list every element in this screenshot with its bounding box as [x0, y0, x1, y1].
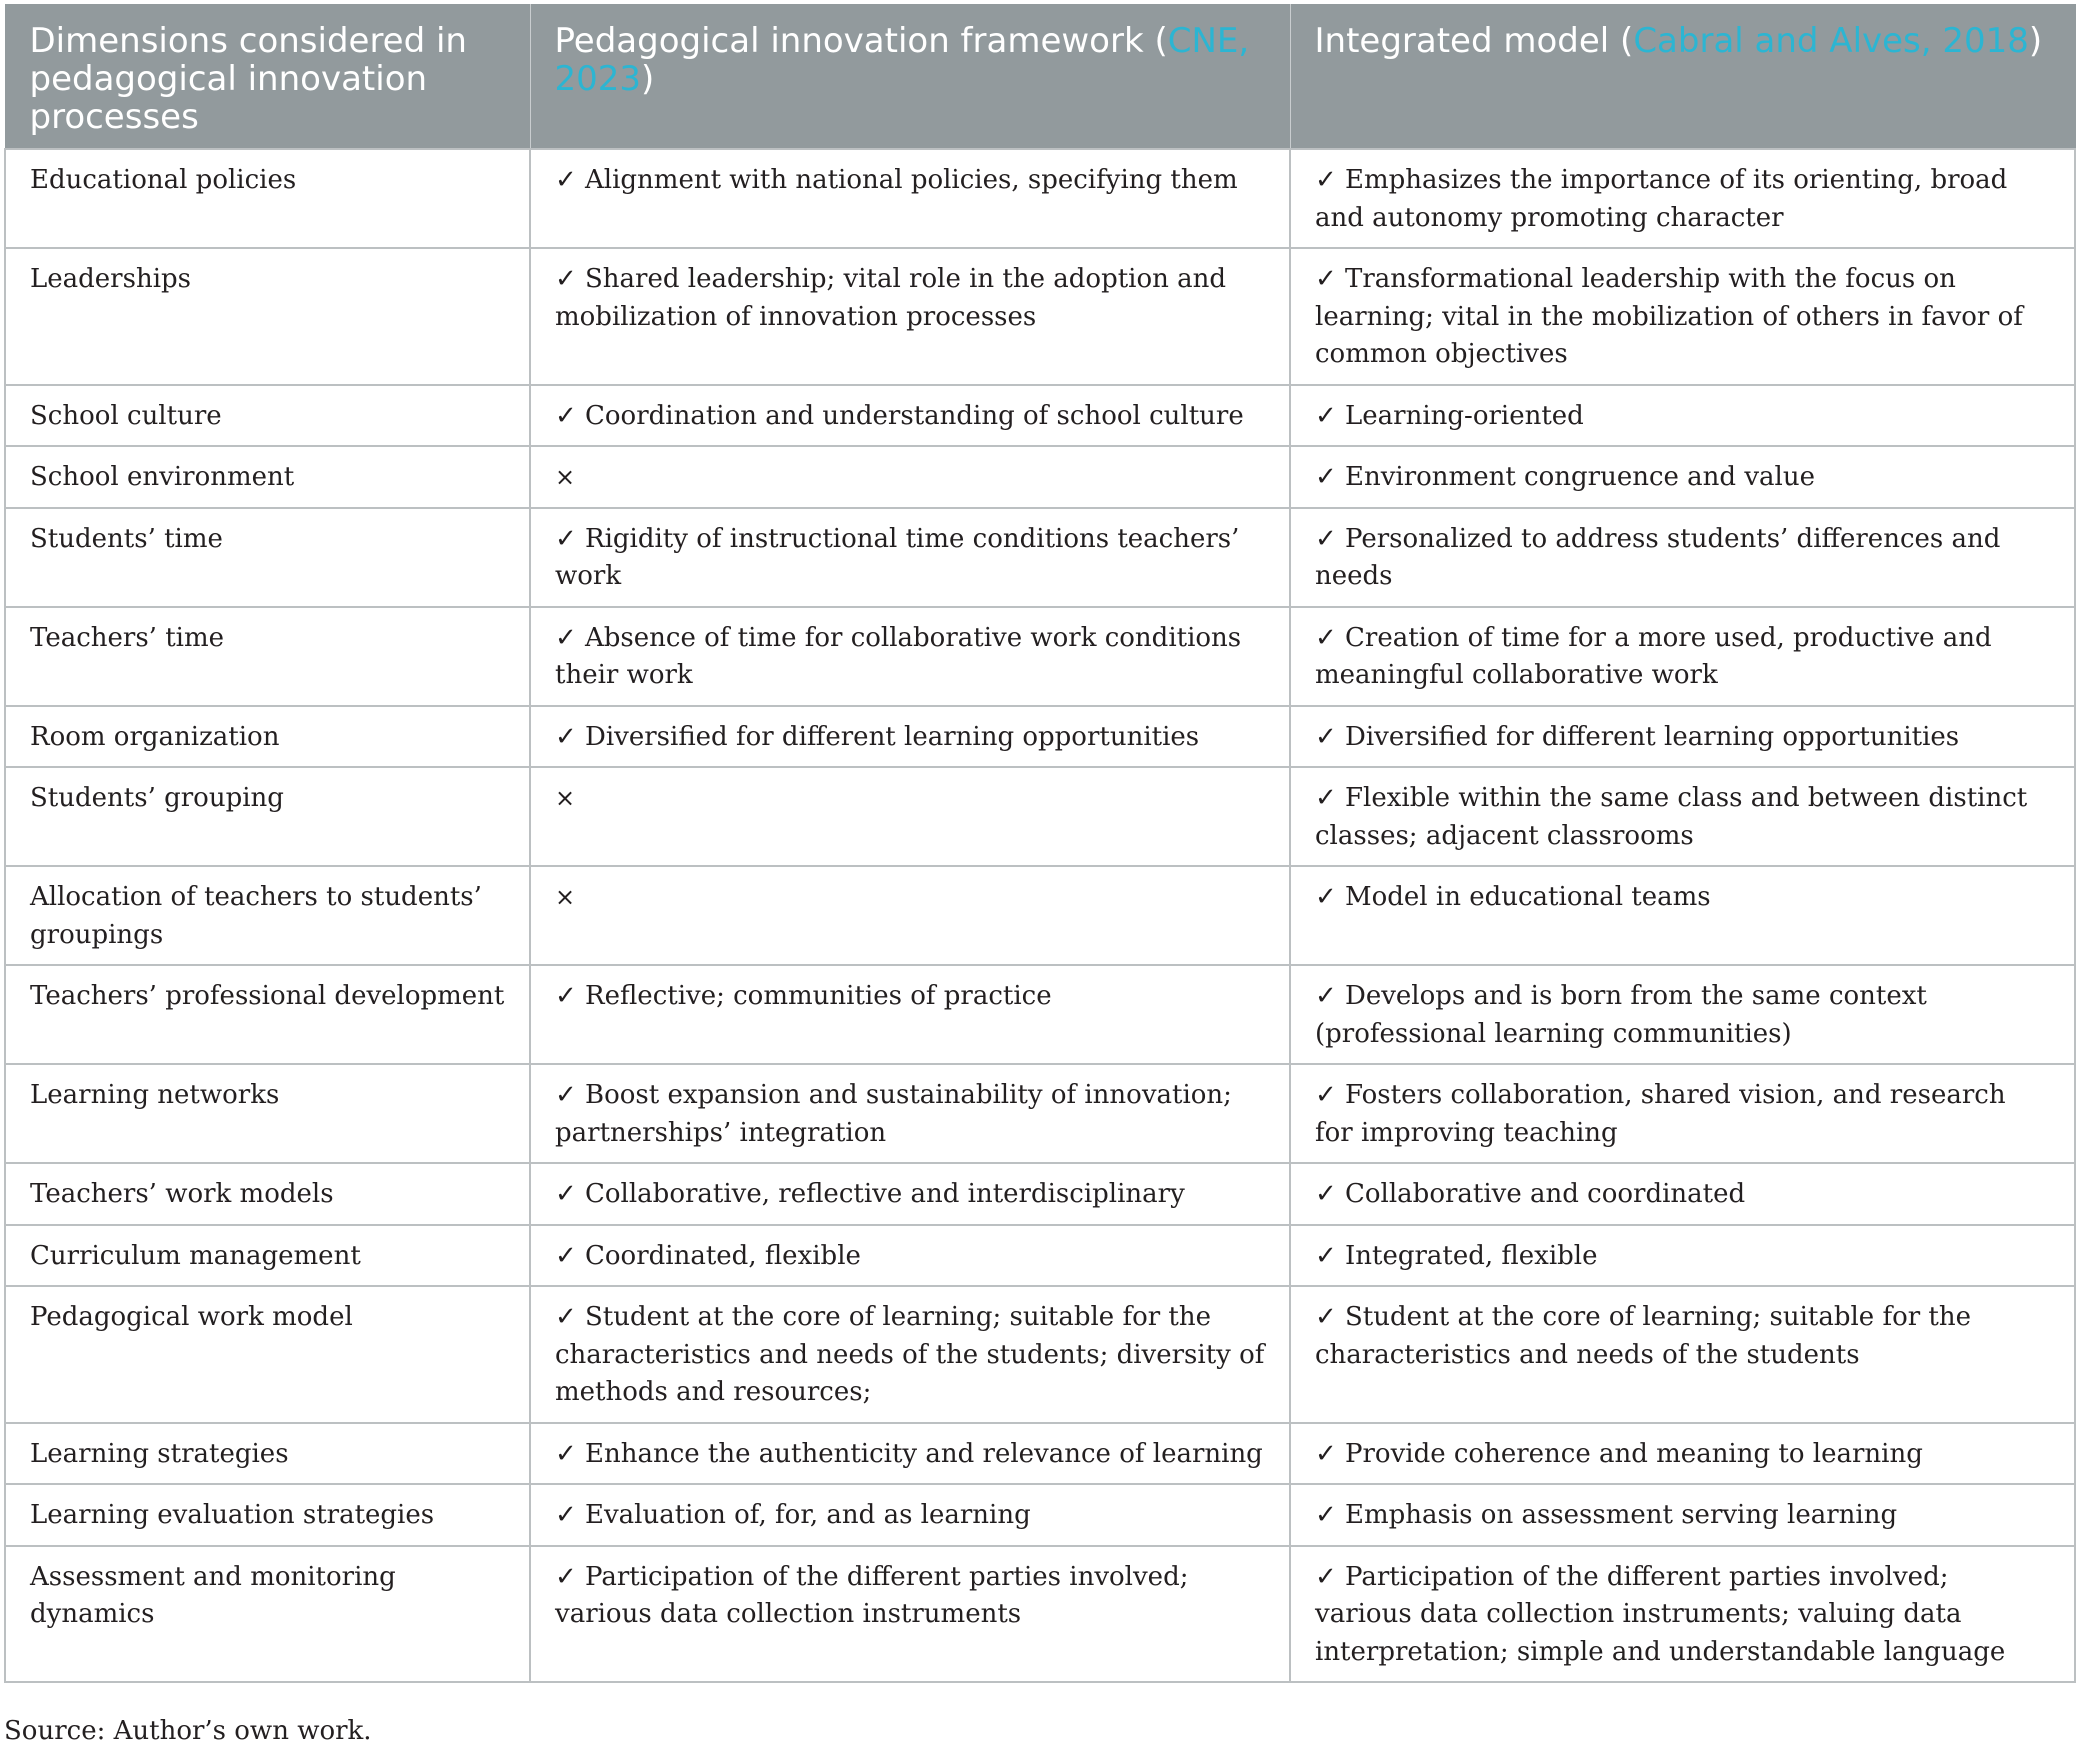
- dimension-cell: Learning evaluation strategies: [5, 1484, 530, 1546]
- framework-cell: [530, 149, 1290, 248]
- framework-cell: [530, 248, 1290, 385]
- integrated-cell-text: Model in educational teams: [1345, 882, 1711, 912]
- dimension-cell: Students’ grouping: [5, 767, 530, 866]
- dimension-cell: Pedagogical work model: [5, 1286, 530, 1423]
- integrated-cell: [1290, 1064, 2075, 1163]
- framework-cell: [530, 1286, 1290, 1423]
- checkmark-icon: ✓: [1315, 1561, 1337, 1592]
- integrated-cell-text: Provide coherence and meaning to learning: [1345, 1438, 1923, 1469]
- dimension-cell: Educational policies: [5, 149, 530, 248]
- header-framework-after: ): [641, 59, 655, 99]
- integrated-cell-text: Personalized to address students’ differences and needs: [1315, 523, 2001, 591]
- framework-cell: [530, 446, 1290, 508]
- framework-cell: [530, 965, 1290, 1064]
- checkmark-icon: ✓: [1315, 1240, 1337, 1271]
- framework-cell-text: Absence of time for collaborative work conditions their work: [555, 622, 1242, 690]
- integrated-cell-text: Transformational leadership with the focus on learning; vital in the mobilization of others in favor of common objectives: [1315, 264, 2023, 369]
- cross-icon: ×: [555, 883, 576, 911]
- framework-cell: [530, 1546, 1290, 1683]
- framework-cell: [530, 1423, 1290, 1485]
- integrated-cell-text: Develops and is born from the same context (professional learning communities): [1315, 981, 1927, 1049]
- framework-cell-text: Collaborative, reflective and interdisciplinary: [585, 1179, 1185, 1209]
- integrated-cell: [1290, 1163, 2075, 1225]
- table-row: [5, 248, 2075, 385]
- framework-cell-text: Evaluation of, for, and as learning: [585, 1500, 1031, 1530]
- dimension-cell: Leaderships: [5, 248, 530, 385]
- table-header-row: [5, 4, 2075, 149]
- header-integrated-text: Integrated model (: [1314, 21, 1634, 61]
- integrated-cell: [1290, 248, 2075, 385]
- checkmark-icon: ✓: [555, 400, 577, 431]
- dimension-cell: Curriculum management: [5, 1225, 530, 1287]
- cross-icon: ×: [555, 784, 576, 812]
- table-row: [5, 1225, 2075, 1287]
- header-integrated: [1290, 4, 2075, 149]
- checkmark-icon: ✓: [555, 721, 577, 752]
- integrated-cell: [1290, 866, 2075, 965]
- header-integrated-after: ): [2028, 21, 2043, 61]
- checkmark-icon: ✓: [1315, 882, 1337, 912]
- header-dimensions: [5, 4, 530, 149]
- checkmark-icon: ✓: [1315, 981, 1337, 1011]
- checkmark-icon: ✓: [1315, 1438, 1337, 1469]
- integrated-cell: [1290, 446, 2075, 508]
- checkmark-icon: ✓: [555, 1179, 577, 1209]
- checkmark-icon: ✓: [555, 1500, 577, 1530]
- dimension-cell: Room organization: [5, 706, 530, 768]
- table-row: [5, 1064, 2075, 1163]
- checkmark-icon: ✓: [555, 1240, 577, 1271]
- dimension-cell: Teachers’ work models: [5, 1163, 530, 1225]
- dimension-cell: Learning networks: [5, 1064, 530, 1163]
- checkmark-icon: ✓: [555, 523, 577, 554]
- checkmark-icon: ✓: [1315, 462, 1337, 492]
- integrated-cell: [1290, 508, 2075, 607]
- checkmark-icon: ✓: [1315, 1500, 1337, 1530]
- framework-cell: [530, 1484, 1290, 1546]
- comparison-table: [4, 4, 2076, 1683]
- cross-icon: ×: [555, 463, 576, 491]
- framework-cell-text: Shared leadership; vital role in the adoption and mobilization of innovation processes: [555, 264, 1227, 332]
- checkmark-icon: ✓: [555, 622, 577, 653]
- framework-cell-text: Coordinated, flexible: [585, 1240, 861, 1271]
- header-dimensions-text: Dimensions considered in pedagogical innovation processes: [29, 21, 467, 137]
- header-framework: [530, 4, 1290, 149]
- source-note: Source: Author’s own work.: [4, 1716, 372, 1746]
- table-row: [5, 1286, 2075, 1423]
- integrated-cell-text: Learning-oriented: [1345, 400, 1584, 431]
- table-row: [5, 1484, 2075, 1546]
- integrated-cell-text: Creation of time for a more used, productive and meaningful collaborative work: [1315, 622, 1992, 690]
- integrated-cell: [1290, 1546, 2075, 1683]
- checkmark-icon: ✓: [555, 1302, 577, 1332]
- table-row: [5, 607, 2075, 706]
- integrated-cell: [1290, 767, 2075, 866]
- table-row: [5, 385, 2075, 447]
- framework-cell: [530, 385, 1290, 447]
- checkmark-icon: ✓: [1315, 264, 1337, 294]
- comparison-table-container: [4, 4, 2074, 1683]
- framework-cell-text: Participation of the different parties involved; various data collection instruments: [555, 1561, 1189, 1629]
- checkmark-icon: ✓: [1315, 400, 1337, 431]
- integrated-cell-text: Student at the core of learning; suitable for the characteristics and needs of the students: [1315, 1302, 1972, 1370]
- table-row: [5, 706, 2075, 768]
- table-row: [5, 965, 2075, 1064]
- dimension-cell: School environment: [5, 446, 530, 508]
- framework-cell: [530, 1225, 1290, 1287]
- framework-cell: [530, 508, 1290, 607]
- framework-cell: [530, 1163, 1290, 1225]
- dimension-cell: Learning strategies: [5, 1423, 530, 1485]
- integrated-cell: [1290, 965, 2075, 1064]
- integrated-cell-text: Participation of the different parties involved; various data collection instruments; valuing data interpretation; simple and understandable language: [1315, 1561, 2006, 1667]
- checkmark-icon: ✓: [1315, 721, 1337, 752]
- table-row: [5, 1423, 2075, 1485]
- checkmark-icon: ✓: [1315, 523, 1337, 554]
- checkmark-icon: ✓: [555, 165, 577, 195]
- integrated-cell: [1290, 1286, 2075, 1423]
- integrated-cell-text: Fosters collaboration, shared vision, and research for improving teaching: [1315, 1080, 2006, 1148]
- framework-cell-text: Student at the core of learning; suitable for the characteristics and needs of the students; diversity of methods and resources;: [555, 1302, 1265, 1407]
- integrated-cell-text: Emphasizes the importance of its orienting, broad and autonomy promoting character: [1315, 165, 2008, 233]
- framework-cell-text: Reflective; communities of practice: [585, 981, 1052, 1011]
- integrated-cell-text: Integrated, flexible: [1345, 1240, 1598, 1271]
- checkmark-icon: ✓: [1315, 165, 1337, 195]
- header-framework-text: Pedagogical innovation framework (: [554, 21, 1168, 61]
- table-row: [5, 1546, 2075, 1683]
- checkmark-icon: ✓: [555, 981, 577, 1011]
- framework-cell-text: Enhance the authenticity and relevance of learning: [585, 1438, 1263, 1469]
- checkmark-icon: ✓: [555, 264, 577, 294]
- checkmark-icon: ✓: [555, 1561, 577, 1592]
- framework-cell-text: Diversified for different learning opportunities: [585, 721, 1200, 752]
- integrated-cell: [1290, 1423, 2075, 1485]
- table-row: [5, 767, 2075, 866]
- checkmark-icon: ✓: [555, 1080, 577, 1110]
- framework-cell: [530, 767, 1290, 866]
- integrated-cell: [1290, 607, 2075, 706]
- table-row: [5, 1163, 2075, 1225]
- integrated-cell-text: Environment congruence and value: [1345, 462, 1815, 492]
- framework-cell: [530, 607, 1290, 706]
- dimension-cell: Teachers’ professional development: [5, 965, 530, 1064]
- framework-cell-text: Rigidity of instructional time conditions teachers’ work: [555, 523, 1240, 591]
- integrated-cell: [1290, 1484, 2075, 1546]
- integrated-cell-text: Flexible within the same class and between distinct classes; adjacent classrooms: [1315, 783, 2028, 851]
- checkmark-icon: ✓: [555, 1438, 577, 1469]
- checkmark-icon: ✓: [1315, 622, 1337, 653]
- framework-cell-text: Alignment with national policies, specifying them: [585, 165, 1238, 195]
- checkmark-icon: ✓: [1315, 783, 1337, 813]
- dimension-cell: Teachers’ time: [5, 607, 530, 706]
- dimension-cell: Students’ time: [5, 508, 530, 607]
- dimension-cell: Assessment and monitoring dynamics: [5, 1546, 530, 1683]
- integrated-cell-text: Collaborative and coordinated: [1345, 1179, 1746, 1209]
- dimension-cell: School culture: [5, 385, 530, 447]
- integrated-cell: [1290, 385, 2075, 447]
- checkmark-icon: ✓: [1315, 1302, 1337, 1332]
- integrated-cell: [1290, 149, 2075, 248]
- integrated-cell: [1290, 1225, 2075, 1287]
- framework-cell: [530, 706, 1290, 768]
- dimension-cell: Allocation of teachers to students’ groupings: [5, 866, 530, 965]
- integrated-cell-text: Diversified for different learning opportunities: [1345, 721, 1960, 752]
- framework-cell-text: Coordination and understanding of school culture: [585, 400, 1244, 431]
- table-row: [5, 149, 2075, 248]
- checkmark-icon: ✓: [1315, 1179, 1337, 1209]
- table-row: [5, 866, 2075, 965]
- integrated-cell: [1290, 706, 2075, 768]
- table-body: [5, 149, 2075, 1682]
- framework-cell-text: Boost expansion and sustainability of innovation; partnerships’ integration: [555, 1080, 1232, 1148]
- table-row: [5, 446, 2075, 508]
- checkmark-icon: ✓: [1315, 1080, 1337, 1110]
- framework-cell: [530, 1064, 1290, 1163]
- integrated-cell-text: Emphasis on assessment serving learning: [1345, 1500, 1898, 1530]
- header-integrated-citation[interactable]: Cabral and Alves, 2018: [1633, 21, 2029, 61]
- table-row: [5, 508, 2075, 607]
- header-framework-citation[interactable]: CNE, 2023: [554, 21, 1250, 99]
- framework-cell: [530, 866, 1290, 965]
